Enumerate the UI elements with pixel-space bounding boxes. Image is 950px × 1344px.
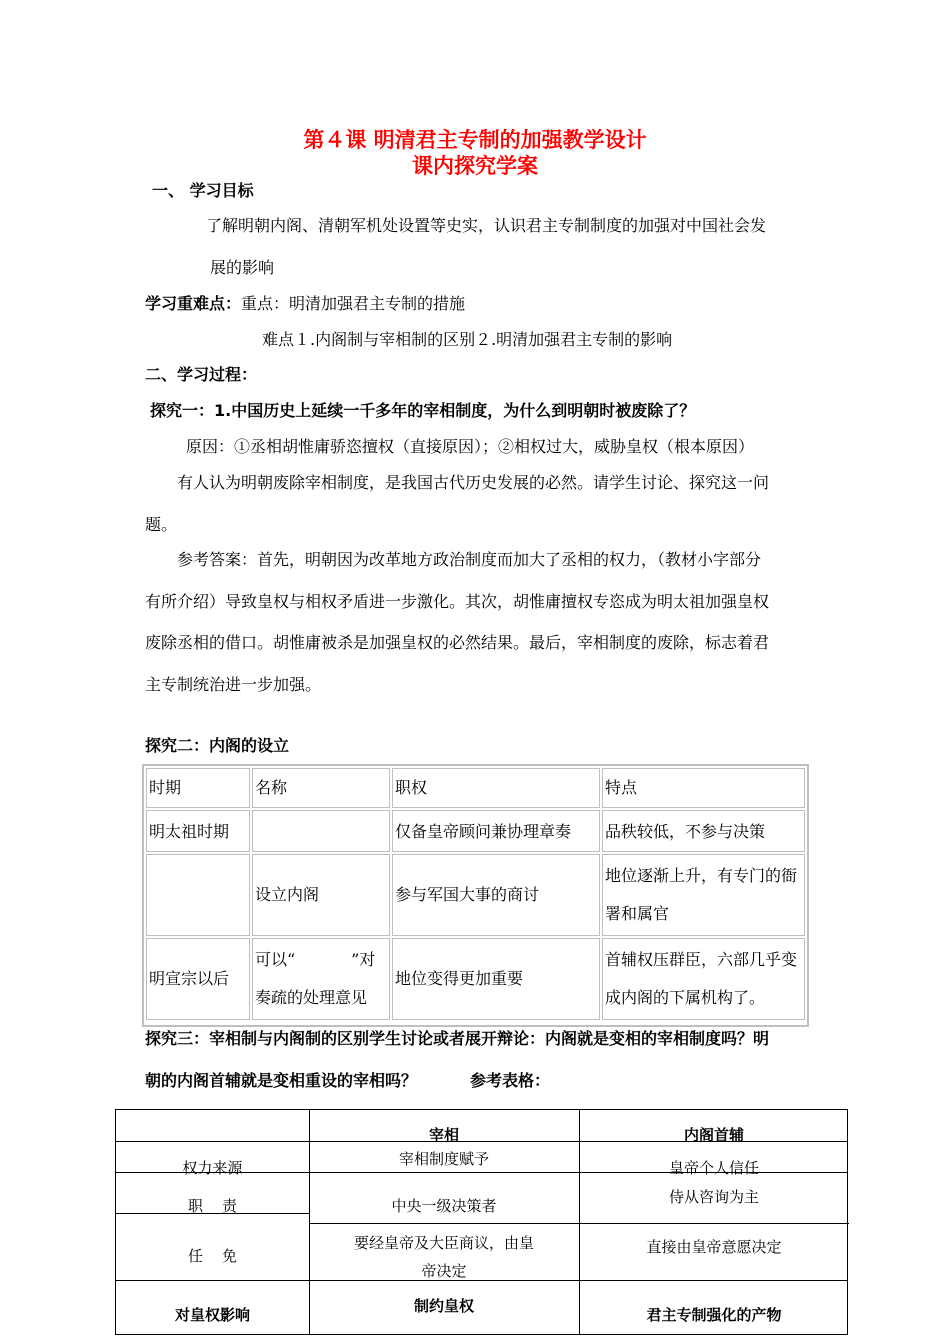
table-cell: 皇帝个人信任 — [668, 1159, 759, 1177]
table-cell — [146, 854, 250, 936]
table-cell: 明太祖时期 — [146, 810, 250, 852]
comparison-table — [115, 1109, 848, 1335]
table-cell — [252, 810, 390, 852]
page-subtitle: 课内探究学案 — [412, 154, 538, 178]
table-row-label: 权力来源 — [182, 1159, 243, 1177]
page-title: 第４课 明清君主专制的加强教学设计 — [303, 128, 647, 152]
answer-line3: 废除丞相的借口。胡惟庸被杀是加强皇权的必然结果。最后，宰相制度的废除，标志着君 — [145, 633, 770, 652]
inquiry2-title: 探究二：内阁的设立 — [145, 736, 290, 755]
section1-heading: 一、 学习目标 — [152, 181, 254, 200]
table-row-label: 任 免 — [187, 1247, 238, 1265]
table-cell: 品秩较低，不参与决策 — [602, 810, 805, 852]
table-cell: 中央一级决策者 — [391, 1197, 497, 1215]
table-header-cell: 特点 — [602, 768, 805, 808]
inquiry1-title: 探究一：1.中国历史上延续一千多年的宰相制度，为什么到明朝时被废除了？ — [150, 401, 696, 420]
inquiry3-ref-label: 参考表格： — [470, 1071, 551, 1090]
discuss-line1: 有人认为明朝废除宰相制度，是我国古代历史发展的必然。请学生讨论、探究这一问 — [177, 473, 770, 492]
inquiry3-title-line1: 探究三：宰相制与内阁制的区别学生讨论或者展开辩论：内阁就是变相的宰相制度吗？明 — [145, 1029, 770, 1048]
table-header-cell: 宰相 — [428, 1126, 459, 1144]
table-cell: 侍从咨询为主 — [668, 1188, 759, 1206]
inquiry3-title-line2: 朝的内阁首辅就是变相重设的宰相吗？ — [145, 1071, 418, 1090]
table-cell: 设立内阁 — [252, 854, 390, 936]
table-cell: 仅备皇帝顾问兼协理章奏 — [392, 810, 600, 852]
discuss-line2: 题。 — [145, 515, 178, 534]
inquiry1-reason: 原因：①丞相胡惟庸骄恣擅权（直接原因）；②相权过大，威胁皇权（根本原因） — [186, 437, 755, 456]
keypoints-label: 学习重难点： — [145, 294, 242, 313]
answer-line4: 主专制统治进一步加强。 — [145, 675, 322, 694]
table-cell: 直接由皇帝意愿决定 — [646, 1238, 782, 1256]
answer-line2: 有所介绍）导致皇权与相权矛盾进一步激化。其次，胡惟庸擅权专恣成为明太祖加强皇权 — [145, 592, 770, 611]
keypoints-difficulty: 难点１.内阁制与宰相制的区别２.明清加强君主专制的影响 — [262, 330, 673, 349]
table-cell: 地位逐渐上升，有专门的衙署和属官 — [602, 854, 805, 936]
table-header-cell: 内阁首辅 — [683, 1126, 744, 1144]
section1-text-line1: 了解明朝内阁、清朝军机处设置等史实，认识君主专制制度的加强对中国社会发 — [206, 216, 767, 235]
section2-heading: 二、学习过程： — [145, 365, 258, 384]
table-cell: 要经皇帝及大臣商议，由皇帝决定 — [353, 1234, 534, 1279]
table-cell: 宰相制度赋予 — [398, 1150, 489, 1168]
table-cell: 地位变得更加重要 — [392, 938, 600, 1020]
table-cell: 首辅权压群臣，六部几乎变成内阁的下属机构了。 — [602, 938, 805, 1020]
table-cell: 制约皇权 — [413, 1297, 474, 1315]
table-header-cell: 时期 — [146, 768, 250, 808]
table-header-cell: 名称 — [252, 768, 390, 808]
table-cell: 参与军国大事的商讨 — [392, 854, 600, 936]
keypoints-focus: 重点：明清加强君主专制的措施 — [241, 294, 466, 313]
table-row-label: 职 责 — [187, 1197, 238, 1215]
table-row-label: 对皇权影响 — [174, 1306, 250, 1324]
table-cell: 君主专制强化的产物 — [646, 1306, 782, 1324]
section1-text-line2: 展的影响 — [210, 258, 275, 277]
cabinet-table — [142, 764, 809, 1027]
table-header-cell: 职权 — [392, 768, 600, 808]
table-cell: 可以“ ”对奏疏的处理意见 — [252, 938, 390, 1020]
table-cell: 明宣宗以后 — [146, 938, 250, 1020]
answer-line1: 参考答案：首先，明朝因为改革地方政治制度而加大了丞相的权力，（教材小字部分 — [177, 550, 762, 569]
